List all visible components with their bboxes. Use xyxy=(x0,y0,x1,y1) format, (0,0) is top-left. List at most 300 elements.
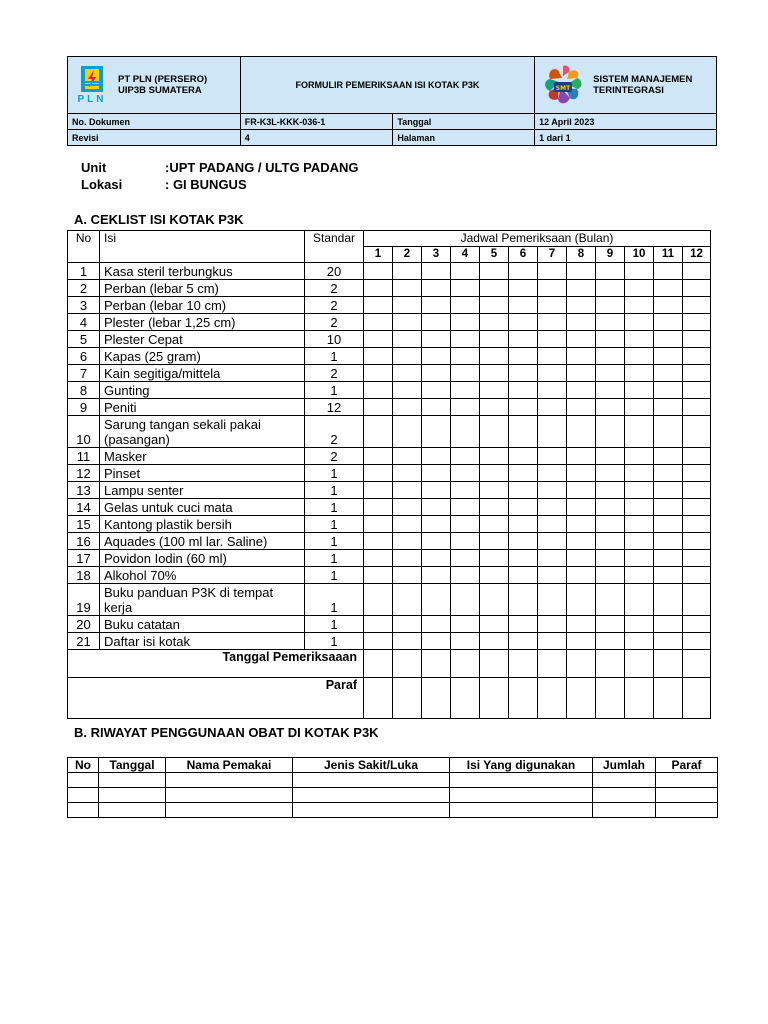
check-cell[interactable] xyxy=(654,616,683,633)
check-cell[interactable] xyxy=(596,448,625,465)
check-cell[interactable] xyxy=(567,263,596,280)
check-cell[interactable] xyxy=(480,616,509,633)
check-cell[interactable] xyxy=(683,331,711,348)
check-cell[interactable] xyxy=(509,416,538,448)
check-cell[interactable] xyxy=(596,314,625,331)
check-cell[interactable] xyxy=(480,550,509,567)
check-cell[interactable] xyxy=(654,499,683,516)
usage-cell[interactable] xyxy=(656,788,718,803)
signature-cell[interactable] xyxy=(538,678,567,719)
check-cell[interactable] xyxy=(509,348,538,365)
check-cell[interactable] xyxy=(567,633,596,650)
check-cell[interactable] xyxy=(625,314,654,331)
check-cell[interactable] xyxy=(567,382,596,399)
check-cell[interactable] xyxy=(393,365,422,382)
check-cell[interactable] xyxy=(393,416,422,448)
check-cell[interactable] xyxy=(451,516,480,533)
check-cell[interactable] xyxy=(654,516,683,533)
check-cell[interactable] xyxy=(625,382,654,399)
check-cell[interactable] xyxy=(654,633,683,650)
check-cell[interactable] xyxy=(422,465,451,482)
check-cell[interactable] xyxy=(364,365,393,382)
signature-cell[interactable] xyxy=(509,678,538,719)
check-cell[interactable] xyxy=(596,482,625,499)
check-cell[interactable] xyxy=(567,399,596,416)
check-cell[interactable] xyxy=(422,382,451,399)
check-cell[interactable] xyxy=(393,567,422,584)
check-cell[interactable] xyxy=(654,314,683,331)
check-cell[interactable] xyxy=(451,616,480,633)
check-cell[interactable] xyxy=(451,499,480,516)
check-cell[interactable] xyxy=(567,416,596,448)
check-cell[interactable] xyxy=(625,499,654,516)
check-cell[interactable] xyxy=(480,382,509,399)
check-cell[interactable] xyxy=(596,516,625,533)
check-cell[interactable] xyxy=(364,314,393,331)
check-cell[interactable] xyxy=(538,550,567,567)
check-cell[interactable] xyxy=(683,584,711,616)
signature-cell[interactable] xyxy=(567,678,596,719)
check-cell[interactable] xyxy=(509,465,538,482)
check-cell[interactable] xyxy=(451,448,480,465)
check-cell[interactable] xyxy=(654,263,683,280)
check-cell[interactable] xyxy=(625,416,654,448)
check-cell[interactable] xyxy=(625,533,654,550)
check-cell[interactable] xyxy=(364,465,393,482)
item-no: 19 xyxy=(68,584,100,616)
check-cell[interactable] xyxy=(683,533,711,550)
check-cell[interactable] xyxy=(683,499,711,516)
check-cell[interactable] xyxy=(538,348,567,365)
check-cell[interactable] xyxy=(683,297,711,314)
check-cell[interactable] xyxy=(683,399,711,416)
signature-cell[interactable] xyxy=(364,650,393,678)
check-cell[interactable] xyxy=(422,448,451,465)
check-cell[interactable] xyxy=(596,584,625,616)
check-cell[interactable] xyxy=(683,482,711,499)
check-cell[interactable] xyxy=(596,416,625,448)
check-cell[interactable] xyxy=(683,263,711,280)
check-cell[interactable] xyxy=(596,616,625,633)
usage-cell[interactable] xyxy=(166,773,293,788)
check-cell[interactable] xyxy=(567,550,596,567)
check-cell[interactable] xyxy=(451,567,480,584)
check-cell[interactable] xyxy=(654,567,683,584)
usage-cell[interactable] xyxy=(99,803,166,818)
usage-cell[interactable] xyxy=(99,788,166,803)
check-cell[interactable] xyxy=(393,499,422,516)
check-cell[interactable] xyxy=(538,516,567,533)
check-cell[interactable] xyxy=(509,516,538,533)
check-cell[interactable] xyxy=(422,297,451,314)
check-cell[interactable] xyxy=(480,280,509,297)
check-cell[interactable] xyxy=(567,567,596,584)
check-cell[interactable] xyxy=(364,280,393,297)
check-cell[interactable] xyxy=(596,263,625,280)
check-cell[interactable] xyxy=(683,416,711,448)
check-cell[interactable] xyxy=(393,550,422,567)
check-cell[interactable] xyxy=(393,399,422,416)
signature-cell[interactable] xyxy=(480,678,509,719)
check-cell[interactable] xyxy=(422,567,451,584)
check-cell[interactable] xyxy=(567,516,596,533)
check-cell[interactable] xyxy=(538,314,567,331)
check-cell[interactable] xyxy=(480,365,509,382)
check-cell[interactable] xyxy=(683,280,711,297)
check-cell[interactable] xyxy=(451,399,480,416)
check-cell[interactable] xyxy=(451,280,480,297)
check-cell[interactable] xyxy=(538,331,567,348)
check-cell[interactable] xyxy=(393,482,422,499)
signature-cell[interactable] xyxy=(596,650,625,678)
usage-cell[interactable] xyxy=(656,803,718,818)
check-cell[interactable] xyxy=(480,331,509,348)
signature-cell[interactable] xyxy=(683,678,711,719)
check-cell[interactable] xyxy=(625,365,654,382)
check-cell[interactable] xyxy=(451,584,480,616)
check-cell[interactable] xyxy=(654,382,683,399)
check-cell[interactable] xyxy=(509,499,538,516)
check-cell[interactable] xyxy=(654,465,683,482)
check-cell[interactable] xyxy=(393,348,422,365)
check-cell[interactable] xyxy=(596,399,625,416)
check-cell[interactable] xyxy=(509,633,538,650)
check-cell[interactable] xyxy=(654,448,683,465)
check-cell[interactable] xyxy=(364,533,393,550)
check-cell[interactable] xyxy=(625,482,654,499)
check-cell[interactable] xyxy=(683,365,711,382)
check-cell[interactable] xyxy=(451,297,480,314)
check-cell[interactable] xyxy=(364,499,393,516)
check-cell[interactable] xyxy=(364,263,393,280)
check-cell[interactable] xyxy=(654,482,683,499)
check-cell[interactable] xyxy=(625,297,654,314)
check-cell[interactable] xyxy=(654,416,683,448)
check-cell[interactable] xyxy=(393,280,422,297)
check-cell[interactable] xyxy=(451,365,480,382)
check-cell[interactable] xyxy=(451,416,480,448)
check-cell[interactable] xyxy=(509,550,538,567)
check-cell[interactable] xyxy=(364,399,393,416)
check-cell[interactable] xyxy=(596,348,625,365)
check-cell[interactable] xyxy=(625,465,654,482)
check-cell[interactable] xyxy=(364,516,393,533)
check-cell[interactable] xyxy=(683,516,711,533)
signature-cell[interactable] xyxy=(393,650,422,678)
check-cell[interactable] xyxy=(451,331,480,348)
check-cell[interactable] xyxy=(364,616,393,633)
check-cell[interactable] xyxy=(538,365,567,382)
signature-cell[interactable] xyxy=(625,678,654,719)
usage-cell[interactable] xyxy=(293,773,450,788)
check-cell[interactable] xyxy=(393,382,422,399)
check-cell[interactable] xyxy=(364,297,393,314)
check-cell[interactable] xyxy=(393,633,422,650)
check-cell[interactable] xyxy=(422,584,451,616)
check-cell[interactable] xyxy=(480,533,509,550)
check-cell[interactable] xyxy=(683,448,711,465)
check-cell[interactable] xyxy=(364,584,393,616)
check-cell[interactable] xyxy=(451,263,480,280)
signature-cell[interactable] xyxy=(422,678,451,719)
check-cell[interactable] xyxy=(567,482,596,499)
check-cell[interactable] xyxy=(567,465,596,482)
check-cell[interactable] xyxy=(538,399,567,416)
check-cell[interactable] xyxy=(422,533,451,550)
check-cell[interactable] xyxy=(393,314,422,331)
signature-cell[interactable] xyxy=(538,650,567,678)
check-cell[interactable] xyxy=(538,616,567,633)
check-cell[interactable] xyxy=(683,314,711,331)
usage-cell[interactable] xyxy=(293,803,450,818)
usage-cell[interactable] xyxy=(99,773,166,788)
check-cell[interactable] xyxy=(451,550,480,567)
check-cell[interactable] xyxy=(451,633,480,650)
check-cell[interactable] xyxy=(567,616,596,633)
signature-cell[interactable] xyxy=(654,650,683,678)
check-cell[interactable] xyxy=(654,399,683,416)
check-cell[interactable] xyxy=(509,533,538,550)
check-cell[interactable] xyxy=(538,263,567,280)
check-cell[interactable] xyxy=(538,499,567,516)
usage-cell[interactable] xyxy=(593,803,656,818)
check-cell[interactable] xyxy=(538,633,567,650)
check-cell[interactable] xyxy=(596,297,625,314)
check-cell[interactable] xyxy=(625,616,654,633)
check-cell[interactable] xyxy=(422,633,451,650)
check-cell[interactable] xyxy=(480,416,509,448)
check-cell[interactable] xyxy=(480,482,509,499)
check-cell[interactable] xyxy=(393,584,422,616)
check-cell[interactable] xyxy=(422,348,451,365)
check-cell[interactable] xyxy=(480,516,509,533)
check-cell[interactable] xyxy=(509,314,538,331)
check-cell[interactable] xyxy=(625,263,654,280)
check-cell[interactable] xyxy=(480,314,509,331)
check-cell[interactable] xyxy=(422,616,451,633)
check-cell[interactable] xyxy=(393,297,422,314)
check-cell[interactable] xyxy=(538,297,567,314)
check-cell[interactable] xyxy=(683,616,711,633)
check-cell[interactable] xyxy=(422,482,451,499)
check-cell[interactable] xyxy=(509,365,538,382)
check-cell[interactable] xyxy=(683,382,711,399)
check-cell[interactable] xyxy=(422,263,451,280)
check-cell[interactable] xyxy=(422,399,451,416)
check-cell[interactable] xyxy=(567,533,596,550)
check-cell[interactable] xyxy=(625,280,654,297)
check-cell[interactable] xyxy=(451,382,480,399)
signature-cell[interactable] xyxy=(596,678,625,719)
check-cell[interactable] xyxy=(654,365,683,382)
check-cell[interactable] xyxy=(567,348,596,365)
check-cell[interactable] xyxy=(509,263,538,280)
check-cell[interactable] xyxy=(625,633,654,650)
signature-cell[interactable] xyxy=(451,650,480,678)
check-cell[interactable] xyxy=(480,465,509,482)
check-cell[interactable] xyxy=(596,465,625,482)
check-cell[interactable] xyxy=(393,263,422,280)
usage-cell[interactable] xyxy=(166,803,293,818)
check-cell[interactable] xyxy=(683,465,711,482)
usage-cell[interactable] xyxy=(450,788,593,803)
check-cell[interactable] xyxy=(567,331,596,348)
check-cell[interactable] xyxy=(596,382,625,399)
check-cell[interactable] xyxy=(625,448,654,465)
check-cell[interactable] xyxy=(538,416,567,448)
check-cell[interactable] xyxy=(538,584,567,616)
check-cell[interactable] xyxy=(422,499,451,516)
signature-cell[interactable] xyxy=(654,678,683,719)
signature-cell[interactable] xyxy=(393,678,422,719)
check-cell[interactable] xyxy=(480,499,509,516)
signature-cell[interactable] xyxy=(509,650,538,678)
date-value: 12 April 2023 xyxy=(535,114,717,130)
check-cell[interactable] xyxy=(509,567,538,584)
check-cell[interactable] xyxy=(509,331,538,348)
signature-cell[interactable] xyxy=(422,650,451,678)
usage-cell[interactable] xyxy=(293,788,450,803)
check-cell[interactable] xyxy=(422,331,451,348)
check-cell[interactable] xyxy=(480,448,509,465)
check-cell[interactable] xyxy=(567,365,596,382)
check-cell[interactable] xyxy=(480,584,509,616)
check-cell[interactable] xyxy=(364,348,393,365)
usage-cell[interactable] xyxy=(68,788,99,803)
item-name: Plester Cepat xyxy=(100,331,305,348)
check-cell[interactable] xyxy=(509,297,538,314)
check-cell[interactable] xyxy=(509,399,538,416)
check-cell[interactable] xyxy=(480,567,509,584)
check-cell[interactable] xyxy=(538,533,567,550)
check-cell[interactable] xyxy=(509,584,538,616)
check-cell[interactable] xyxy=(509,616,538,633)
check-cell[interactable] xyxy=(364,567,393,584)
check-cell[interactable] xyxy=(683,550,711,567)
check-cell[interactable] xyxy=(393,516,422,533)
check-cell[interactable] xyxy=(364,416,393,448)
check-cell[interactable] xyxy=(538,482,567,499)
check-cell[interactable] xyxy=(509,382,538,399)
check-cell[interactable] xyxy=(509,280,538,297)
check-cell[interactable] xyxy=(625,331,654,348)
check-cell[interactable] xyxy=(451,465,480,482)
check-cell[interactable] xyxy=(654,280,683,297)
check-cell[interactable] xyxy=(451,348,480,365)
check-cell[interactable] xyxy=(567,584,596,616)
check-cell[interactable] xyxy=(451,533,480,550)
signature-cell[interactable] xyxy=(567,650,596,678)
check-cell[interactable] xyxy=(596,499,625,516)
check-cell[interactable] xyxy=(393,448,422,465)
usage-cell[interactable] xyxy=(68,803,99,818)
check-cell[interactable] xyxy=(422,516,451,533)
check-cell[interactable] xyxy=(451,482,480,499)
signature-cell[interactable] xyxy=(625,650,654,678)
check-cell[interactable] xyxy=(422,416,451,448)
check-cell[interactable] xyxy=(393,331,422,348)
check-cell[interactable] xyxy=(625,550,654,567)
check-cell[interactable] xyxy=(567,448,596,465)
check-cell[interactable] xyxy=(567,499,596,516)
usage-cell[interactable] xyxy=(593,773,656,788)
check-cell[interactable] xyxy=(654,297,683,314)
check-cell[interactable] xyxy=(480,399,509,416)
check-cell[interactable] xyxy=(654,533,683,550)
check-cell[interactable] xyxy=(480,633,509,650)
signature-cell[interactable] xyxy=(451,678,480,719)
check-cell[interactable] xyxy=(538,448,567,465)
check-cell[interactable] xyxy=(364,448,393,465)
usage-cell[interactable] xyxy=(593,788,656,803)
check-cell[interactable] xyxy=(509,448,538,465)
signature-cell[interactable] xyxy=(683,650,711,678)
check-cell[interactable] xyxy=(393,465,422,482)
check-cell[interactable] xyxy=(567,280,596,297)
check-cell[interactable] xyxy=(364,382,393,399)
check-cell[interactable] xyxy=(683,348,711,365)
check-cell[interactable] xyxy=(654,331,683,348)
check-cell[interactable] xyxy=(654,348,683,365)
check-cell[interactable] xyxy=(596,633,625,650)
check-cell[interactable] xyxy=(625,348,654,365)
check-cell[interactable] xyxy=(538,280,567,297)
check-cell[interactable] xyxy=(625,399,654,416)
check-cell[interactable] xyxy=(451,314,480,331)
check-cell[interactable] xyxy=(625,567,654,584)
usage-cell[interactable] xyxy=(166,788,293,803)
check-cell[interactable] xyxy=(567,297,596,314)
check-cell[interactable] xyxy=(364,482,393,499)
usage-cell[interactable] xyxy=(450,773,593,788)
check-cell[interactable] xyxy=(596,533,625,550)
signature-cell[interactable] xyxy=(480,650,509,678)
check-cell[interactable] xyxy=(364,633,393,650)
usage-cell[interactable] xyxy=(450,803,593,818)
check-cell[interactable] xyxy=(596,331,625,348)
check-cell[interactable] xyxy=(683,633,711,650)
check-cell[interactable] xyxy=(596,567,625,584)
check-cell[interactable] xyxy=(393,533,422,550)
check-cell[interactable] xyxy=(683,567,711,584)
check-cell[interactable] xyxy=(654,584,683,616)
check-cell[interactable] xyxy=(364,331,393,348)
check-cell[interactable] xyxy=(654,550,683,567)
check-cell[interactable] xyxy=(422,314,451,331)
check-cell[interactable] xyxy=(364,550,393,567)
usage-cell[interactable] xyxy=(656,773,718,788)
check-cell[interactable] xyxy=(422,365,451,382)
check-cell[interactable] xyxy=(625,584,654,616)
check-cell[interactable] xyxy=(538,567,567,584)
check-cell[interactable] xyxy=(625,516,654,533)
check-cell[interactable] xyxy=(596,365,625,382)
check-cell[interactable] xyxy=(596,550,625,567)
check-cell[interactable] xyxy=(422,550,451,567)
check-cell[interactable] xyxy=(538,465,567,482)
check-cell[interactable] xyxy=(480,263,509,280)
check-cell[interactable] xyxy=(422,280,451,297)
usage-cell[interactable] xyxy=(68,773,99,788)
check-cell[interactable] xyxy=(393,616,422,633)
check-cell[interactable] xyxy=(567,314,596,331)
signature-cell[interactable] xyxy=(364,678,393,719)
check-cell[interactable] xyxy=(480,297,509,314)
check-cell[interactable] xyxy=(596,280,625,297)
check-cell[interactable] xyxy=(538,382,567,399)
check-cell[interactable] xyxy=(509,482,538,499)
check-cell[interactable] xyxy=(480,348,509,365)
